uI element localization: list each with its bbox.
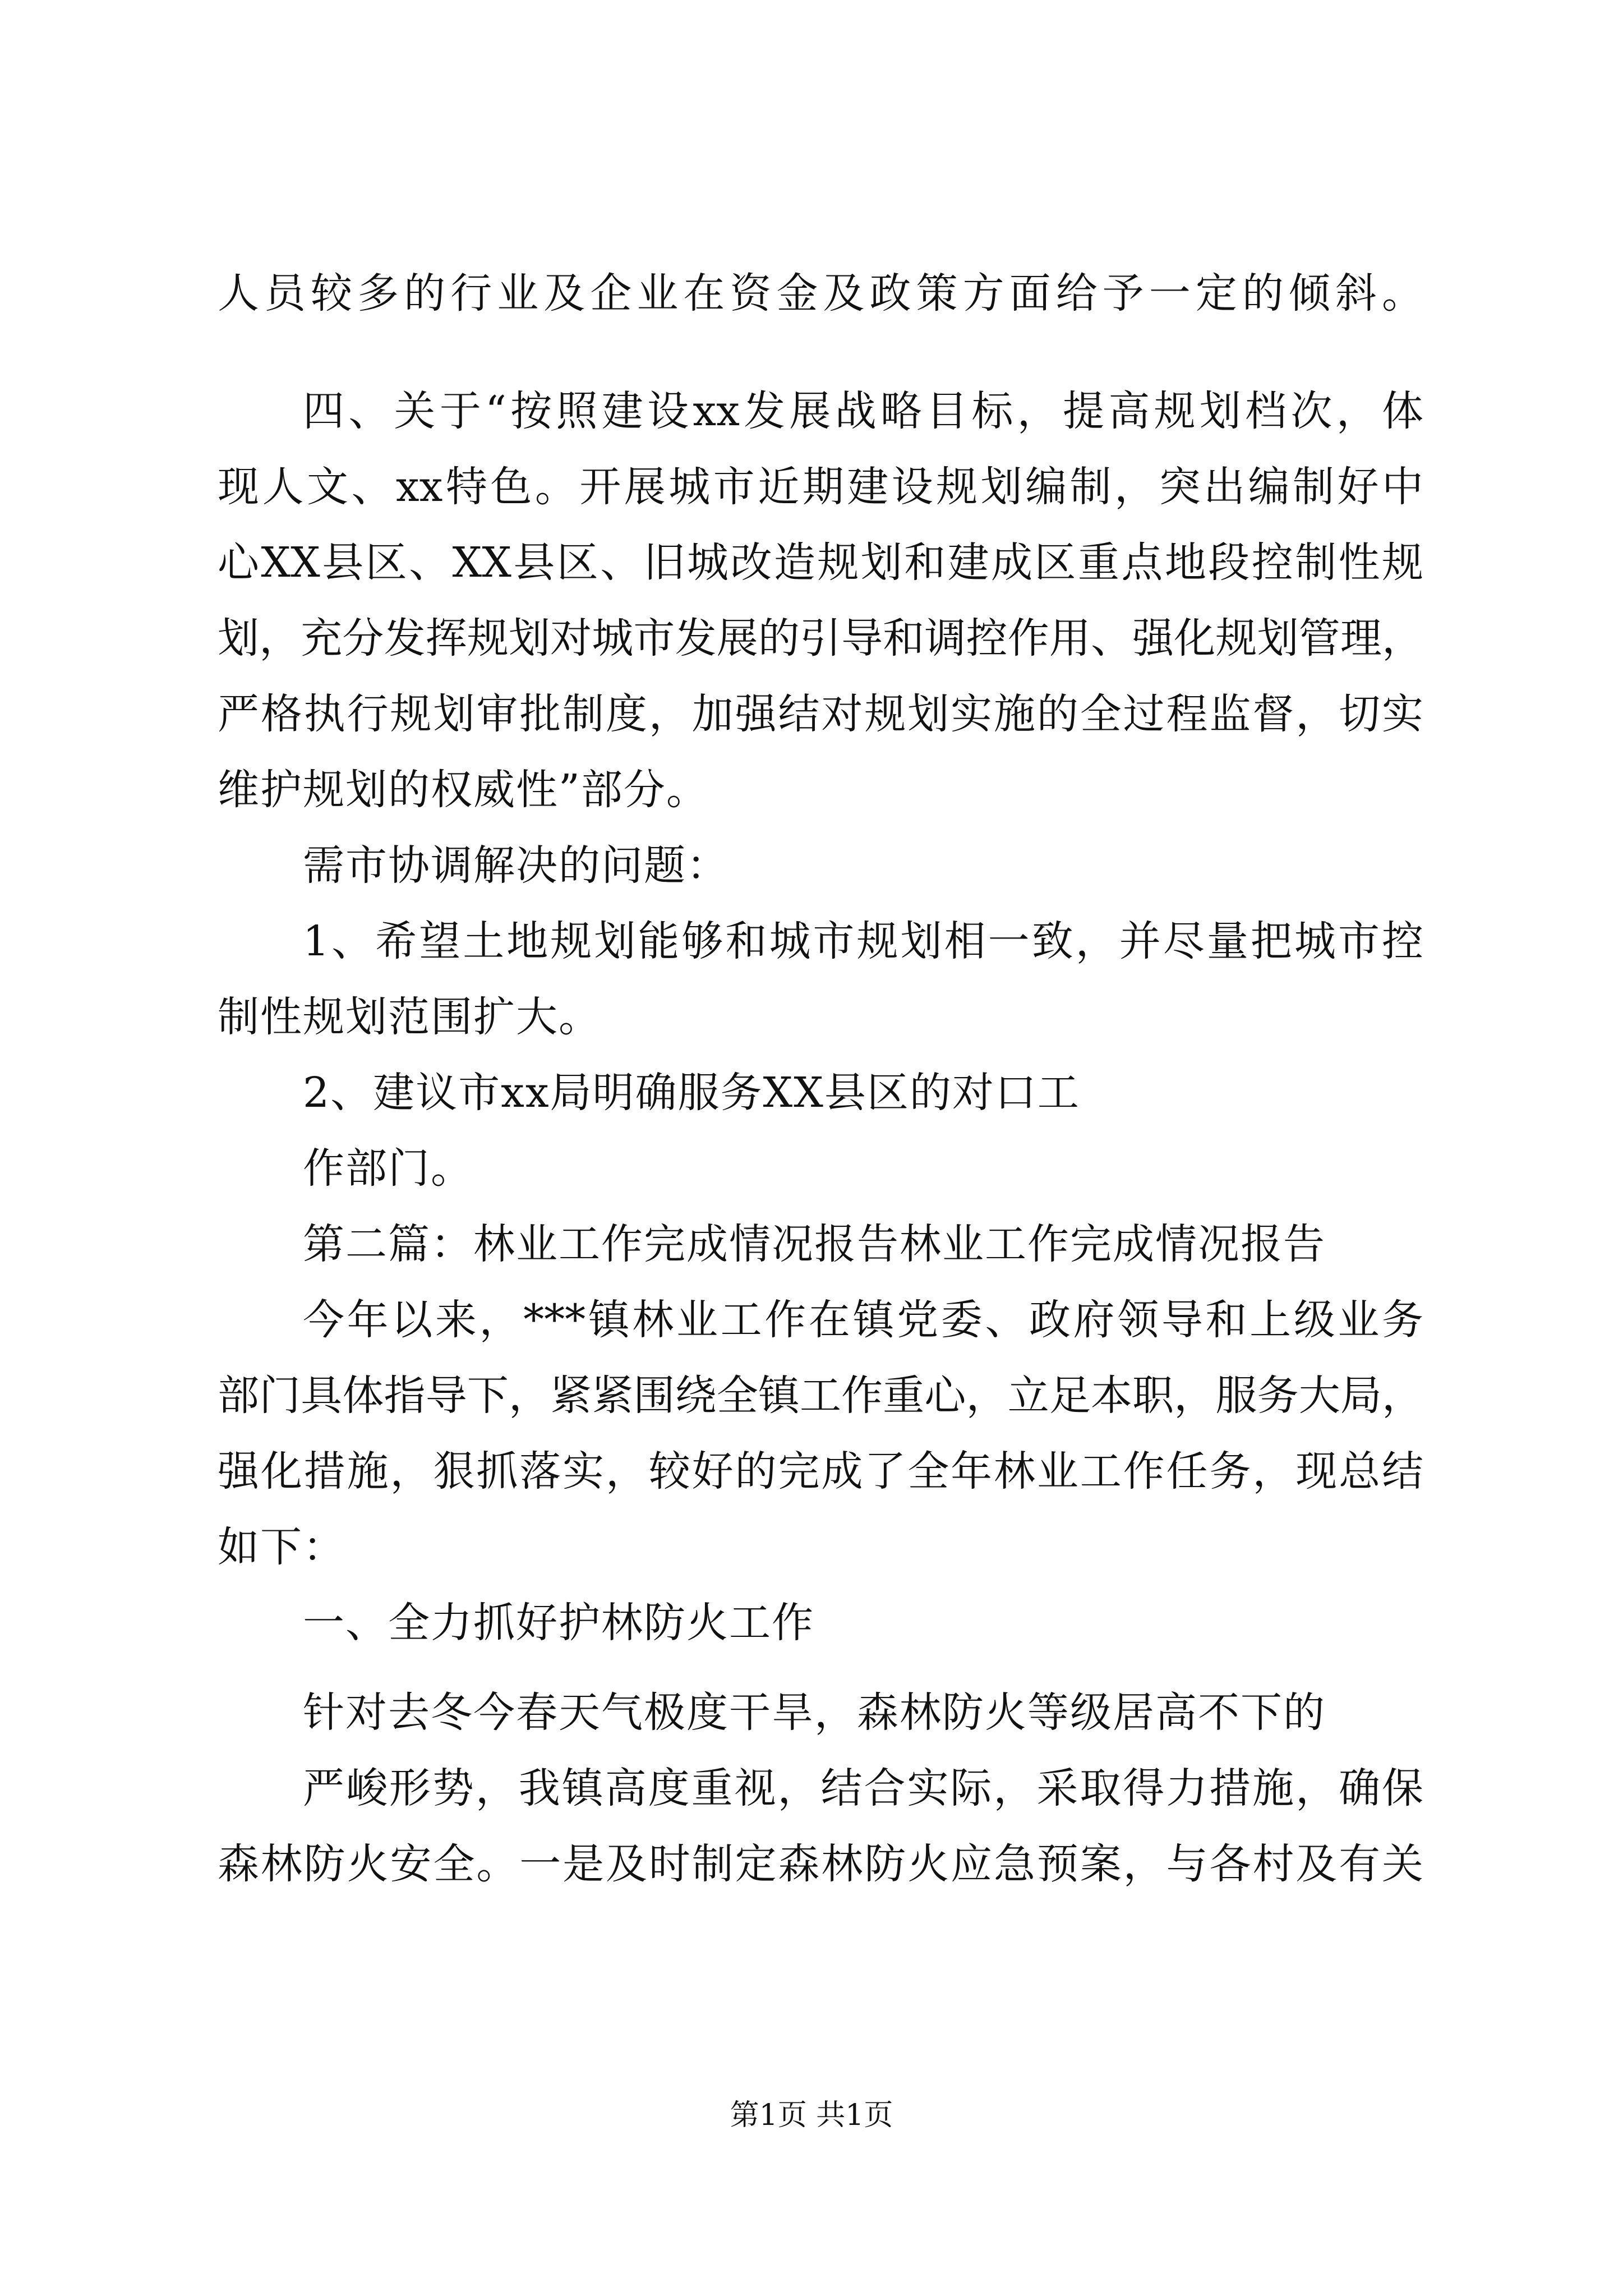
paragraph-line: 制性规划范围扩大。	[218, 993, 601, 1041]
paragraph-line: 部门具体指导下，紧紧围绕全镇工作重心，立足本职，服务大局，	[218, 1372, 1423, 1420]
paragraph-line: 如下：	[218, 1523, 345, 1571]
chapter-heading-line: 第二篇：林业工作完成情况报告林业工作完成情况报告	[303, 1220, 1326, 1268]
list-item-line: 2、建议市xx局明确服务XX县区的对口工	[303, 1069, 1080, 1117]
section-heading-line: 一、全力抓好护林防火工作	[303, 1599, 814, 1647]
paragraph-line: 强化措施，狠抓落实，较好的完成了全年林业工作任务，现总结	[218, 1447, 1423, 1496]
paragraph-line: 人员较多的行业及企业在资金及政策方面给予一定的倾斜。	[218, 269, 1423, 318]
paragraph-line: 森林防火安全。一是及时制定森林防火应急预案，与各村及有关	[218, 1840, 1423, 1888]
page-number-footer: 第1页 共1页	[730, 2099, 893, 2132]
paragraph-line: 作部门。	[303, 1144, 473, 1193]
paragraph-line: 严峻形势，我镇高度重视，结合实际，采取得力措施，确保	[303, 1764, 1423, 1812]
paragraph-line: 严格执行规划审批制度，加强结对规划实施的全过程监督，切实	[218, 690, 1423, 738]
paragraph-line: 现人文、xx特色。开展城市近期建设规划编制，突出编制好中	[218, 463, 1423, 511]
paragraph-line: 今年以来，***镇林业工作在镇党委、政府领导和上级业务	[303, 1296, 1423, 1344]
paragraph-line: 心XX县区、XX县区、旧城改造规划和建成区重点地段控制性规	[218, 539, 1423, 587]
section-heading-line: 四、关于“按照建设xx发展战略目标，提高规划档次，体	[303, 387, 1423, 435]
paragraph-line: 划，充分发挥规划对城市发展的引导和调控作用、强化规划管理，	[218, 614, 1423, 662]
heading-line: 需市协调解决的问题：	[303, 841, 729, 890]
paragraph-line: 针对去冬今春天气极度干旱，森林防火等级居高不下的	[303, 1688, 1326, 1737]
list-item-line: 1、希望土地规划能够和城市规划相一致，并尽量把城市控	[303, 917, 1423, 965]
paragraph-line: 维护规划的权威性”部分。	[218, 766, 709, 814]
